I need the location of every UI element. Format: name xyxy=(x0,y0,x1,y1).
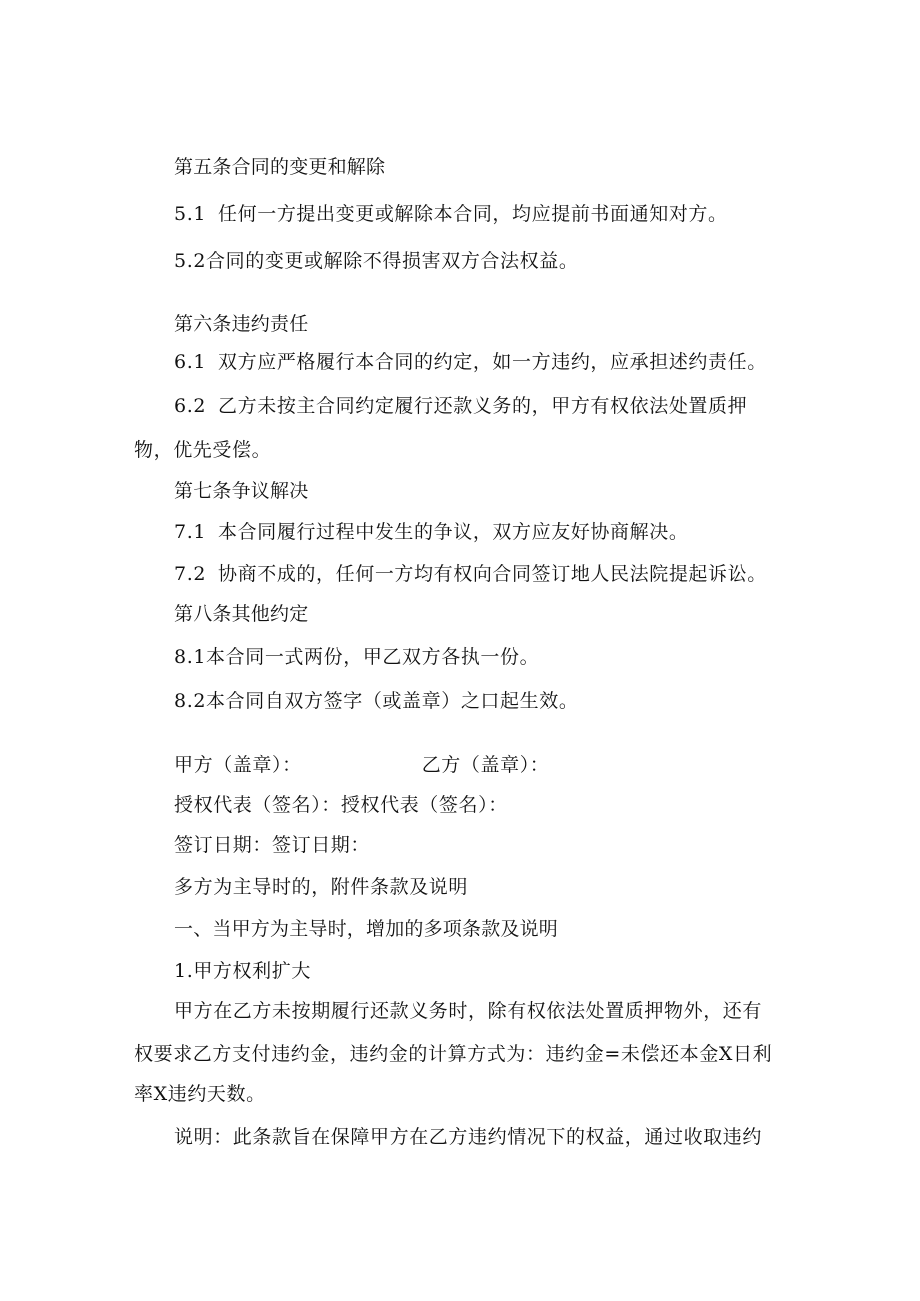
clause-7-2-text: 协商不成的，任何一方均有权向合同签订地人民法院提起诉讼。 xyxy=(218,563,767,585)
clause-7-2 xyxy=(174,563,767,585)
section-8-heading: 第八条其他约定 xyxy=(174,603,309,625)
appendix-intro: 多方为主导时的，附件条款及说明 xyxy=(174,876,469,898)
clause-6-2-continuation: 物，优先受偿。 xyxy=(134,439,272,461)
appendix-item-1-line-3: 率X违约天数。 xyxy=(134,1083,266,1105)
appendix-heading: 一、当甲方为主导时，增加的多项条款及说明 xyxy=(174,918,559,940)
clause-6-2-text: 乙方未按主合同约定履行还款义务的，甲方有权依法处置质押 xyxy=(218,395,748,417)
clause-6-1-number: 6.1 xyxy=(174,351,207,373)
appendix-item-1-line-2: 权要求乙方支付违约金，违约金的计算方式为：违约金=未偿还本金X日利 xyxy=(134,1043,773,1065)
signing-dates-line: 签订日期：签订日期： xyxy=(174,834,371,856)
signature-party-line xyxy=(174,754,549,776)
clause-8-1: 8.1本合同一式两份，甲乙双方各执一份。 xyxy=(174,646,540,668)
clause-7-1 xyxy=(174,521,688,543)
clause-5-1-text: 任何一方提出变更或解除本合同，均应提前书面通知对方。 xyxy=(218,203,728,225)
clause-6-1 xyxy=(174,351,767,373)
clause-5-2: 5.2合同的变更或解除不得损害双方合法权益。 xyxy=(174,250,579,272)
clause-7-2-number: 7.2 xyxy=(174,563,207,585)
section-5-heading: 第五条合同的变更和解除 xyxy=(174,156,386,178)
section-7-heading: 第七条争议解决 xyxy=(174,480,309,502)
clause-7-1-text: 本合同履行过程中发生的争议，双方应友好协商解决。 xyxy=(218,521,689,543)
appendix-note-line-1: 说明：此条款旨在保障甲方在乙方违约情况下的权益，通过收取违约 xyxy=(174,1126,763,1148)
clause-6-2-number: 6.2 xyxy=(174,395,207,417)
clause-6-2 xyxy=(174,395,747,417)
clause-6-1-text: 双方应严格履行本合同的约定，如一方违约，应承担述约责任。 xyxy=(218,351,767,373)
appendix-item-1-line-1: 甲方在乙方未按期履行还款义务时，除有权依法处置质押物外，还有 xyxy=(174,1000,763,1022)
representatives-line: 授权代表（签名）：授权代表（签名）： xyxy=(174,794,508,816)
clause-5-1 xyxy=(174,203,728,225)
clause-7-1-number: 7.1 xyxy=(174,521,207,543)
party-b-seal-label: 乙方（盖章）： xyxy=(421,754,550,776)
section-6-heading: 第六条违约责任 xyxy=(174,313,309,335)
clause-8-2: 8.2本合同自双方签字（或盖章）之口起生效。 xyxy=(174,690,579,712)
party-a-seal-label: 甲方（盖章）： xyxy=(174,754,302,776)
appendix-item-1-title: 1.甲方权利扩大 xyxy=(174,960,311,982)
clause-5-1-number: 5.1 xyxy=(174,203,207,225)
